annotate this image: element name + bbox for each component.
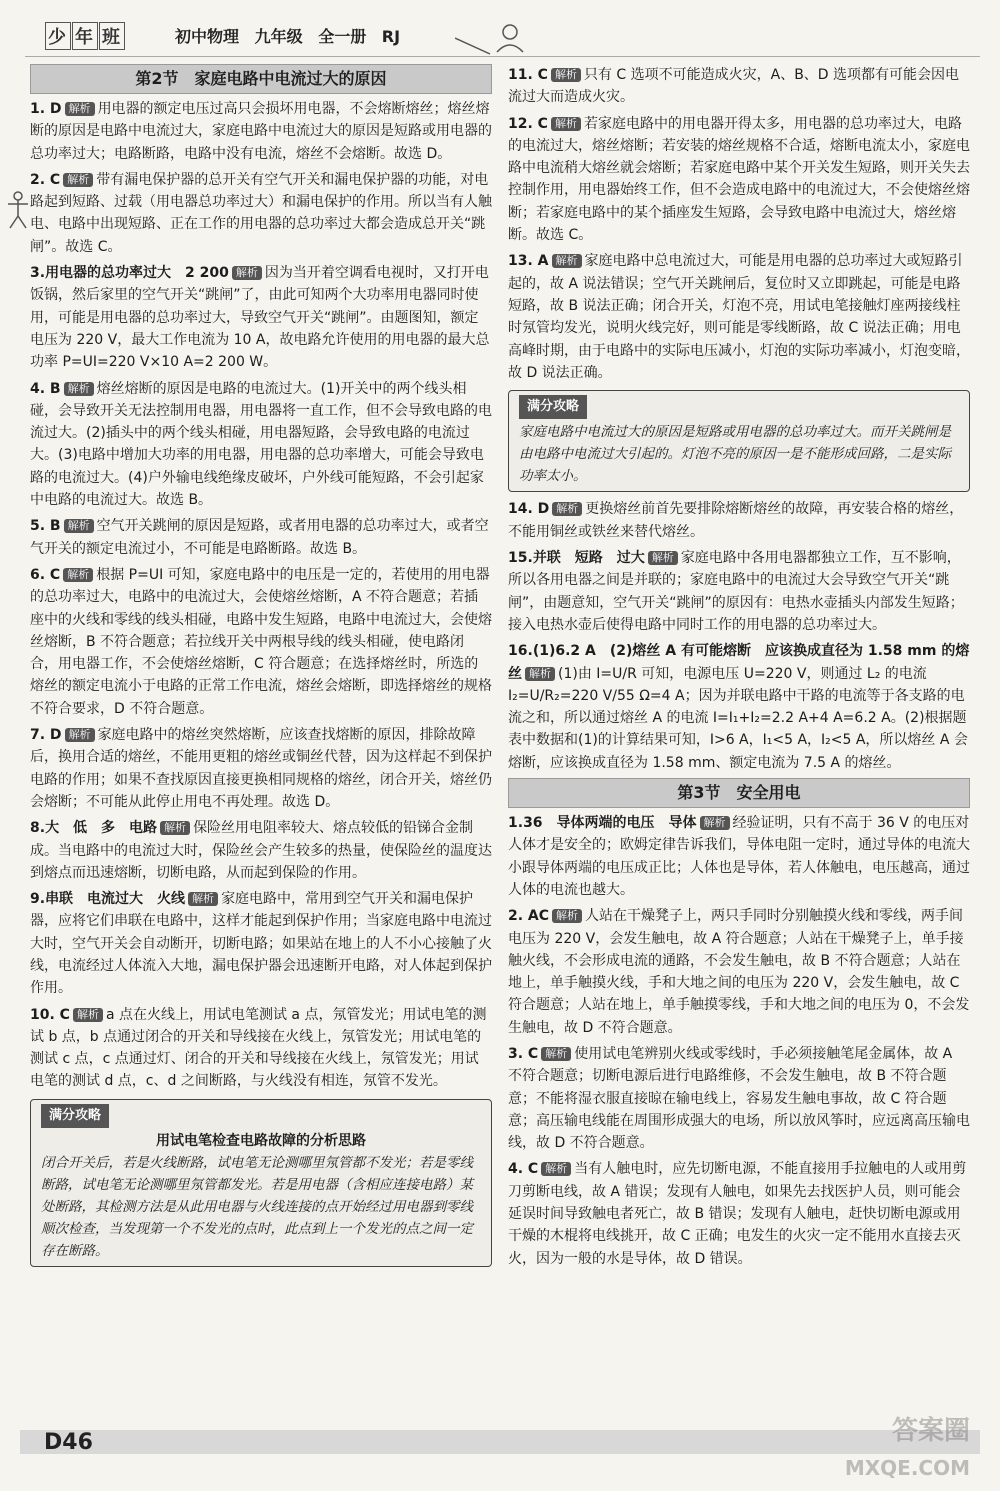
analysis-tag: 解析 (160, 821, 190, 835)
answer-explanation: 家庭电路中总电流过大，可能是用电器的总功率过大或短路引起的，故 A 说法错误；空气开关跳闸后，复位时又立即跳起，可能是电路短路，故 B 说法正确；闭合开关，灯泡不亮，用试电笔接触灯座两接线柱时氖管均发光，说明火线完好，则可能是零线断路，故 C 说法正确；用电高峰时期，由于电路中的实际电压减小，灯泡的实际功率减小，灯泡变暗，故 D 说法正确。 (508, 253, 970, 381)
answer-item (508, 113, 970, 247)
answer-number: 9. (30, 891, 46, 908)
answer-explanation: 经验证明，只有不高于 36 V 的电压对人体才是安全的；欧姆定律告诉我们，导体电阻一定时，通过导体的电流大小跟导体两端的电压成正比；人体也是导体，若人体触电，电压越高，通过人体的电流也越大。 (508, 815, 970, 898)
reading-figure-icon (455, 18, 545, 58)
answer-item (30, 169, 492, 258)
analysis-tag: 解析 (551, 68, 581, 82)
answer-number: 14. D (508, 501, 550, 518)
answer-explanation: 人站在干燥凳子上，两只手同时分别触摸火线和零线，两手间电压为 220 V，会发生触电，故 A 符合题意；人站在干燥凳子上，单手接触火线，不会形成电流的通路，不会发生触电，故 B 不符合题意；人站在地上，单手触摸火线，手和大地之间的电压为 220 V，会发生触电，故 C 符合题意；人站在地上，单手触摸零线，手和大地之间的电压为 0，不会发生触电，故 D 不符合题意。 (508, 908, 970, 1036)
answer-item (508, 1158, 970, 1269)
tip-title: 用试电笔检查电路故障的分析思路 (156, 1133, 366, 1150)
answer-explanation: 只有 C 选项不可能造成火灾，A、B、D 选项都有可能会因电流过大而造成火灾。 (508, 67, 960, 106)
answer-item (508, 250, 970, 384)
logo-char: 班 (99, 22, 125, 50)
answer-number: 8. (30, 820, 46, 837)
tip-label: 满分攻略 (519, 395, 587, 419)
answer-explanation: 带有漏电保护器的总开关有空气开关和漏电保护器的功能，对电路起到短路、过载（用电器总功率过大）和漏电保护的作用。所以当有人触电、电路中出现短路、正在工作的用电器的总功率过大都会造成总开关“跳闸”。故选 C。 (30, 171, 492, 255)
logo-char: 少 (45, 22, 71, 50)
answer-number: 2. AC (508, 908, 550, 925)
answer-key: 36 导体两端的电压 导体 (523, 815, 697, 832)
answer-explanation: 保险丝用电阻率较大、熔点较低的铅锑合金制成。当电路中的电流过大时，保险丝会产生较多的热量，使保险丝的温度达到熔点而迅速熔断，切断电路，从而起到保险的作用。 (30, 820, 492, 881)
analysis-tag: 解析 (63, 568, 93, 582)
page-number: D46 (44, 1430, 93, 1455)
answer-item (30, 817, 492, 884)
tip-body: 闭合开关后，若是火线断路，试电笔无论测哪里氖管都不发光；若是零线断路，试电笔无论测哪里氖管都发光。若是用电器（含相应连接电路）某处断路，其检测方法是从此用电器与火线连接的点开始经过用电器到零线顺次检查，当发现第一个不发光的点时，此点到上一个发光的点之间一定存在断路。 (41, 1155, 473, 1260)
answer-explanation: 熔丝熔断的原因是电路的电流过大。(1)开关中的两个线头相碰，会导致开关无法控制用电器，用电器将一直工作，但不会导致电路的电流过大。(2)插头中的两个线头相碰，用电器短路，会导致电路的电流过大。(3)电路中增加大功率的用电器，用电器的总功率增大，可能会导致电路的电流过大。(4)户外输电线绝缘皮破坏，户外线可能短路，不会引起家中电路的电流过大。故选 B。 (30, 380, 492, 509)
answer-item (30, 888, 492, 999)
answer-number: 13. A (508, 253, 549, 270)
volume: 全一册 (318, 27, 367, 46)
tip-box (30, 1099, 492, 1268)
answer-number: 1. D (30, 101, 62, 117)
tip-box (508, 390, 970, 492)
answer-number: 2. C (30, 171, 61, 188)
answer-number: 3. (30, 265, 46, 282)
answer-item (30, 98, 492, 165)
answer-item (508, 498, 970, 543)
answer-number: 7. D (30, 727, 62, 744)
analysis-tag: 解析 (73, 1008, 103, 1022)
analysis-tag: 解析 (552, 254, 582, 268)
answer-item (508, 640, 970, 774)
page-header (25, 18, 980, 58)
answer-explanation: 空气开关跳闸的原因是短路，或者用电器的总功率过大，或者空气开关的额定电流过小，不可能是电路断路。故选 B。 (30, 518, 489, 557)
answer-key: (1)6.2 A (2)熔丝 A 有可能熔断 应该换成直径为 1.58 mm 的熔丝 (508, 643, 970, 682)
answer-explanation: 根据 P=UI 可知，家庭电路中的电压是一定的，若使用的用电器的总功率过大，电路中的电流过大，会使熔丝熔断，A 不符合题意；若插座中的火线和零线的线头相碰，电路中发生短路，电路中电流过大，会使熔丝熔断，B 不符合题意；若拉线开关中两根导线的线头相碰，使电路闭合，用电器工作，不会使熔丝熔断，C 符合题意；在选择熔丝时，所选的熔丝的额定电流小于电路的正常工作电流，熔丝会熔断，即选择熔丝的规格不符合要求，D 不符合题意。 (30, 566, 492, 717)
watermark: 答案圈 (891, 1416, 970, 1446)
tip-body: 家庭电路中电流过大的原因是短路或用电器的总功率过大。而开关跳闸是由电路中电流过大引起的。灯泡不亮的原因一是不能形成回路，二是实际功率太小。 (519, 424, 951, 485)
analysis-tag: 解析 (700, 816, 730, 830)
answer-item (30, 1004, 492, 1093)
answer-number: 15. (508, 550, 533, 567)
answer-number: 3. C (508, 1045, 539, 1062)
answer-number: 6. C (30, 566, 61, 583)
analysis-tag: 解析 (525, 667, 555, 681)
answer-explanation: 因为当开着空调看电视时，又打开电饭锅，然后家里的空气开关“跳闸”了，由此可知两个大功率用电器同时使用，可能是用电器的总功率过大，导致空气开关“跳闸”。由题图知，额定电压为 220 V，最大工作电流为 10 A，故电路允许使用的用电器的最大总功率 P=UI=220 V×10 A=2 200 W。 (30, 265, 490, 371)
section-title: 第3节 安全用电 (508, 778, 970, 808)
answer-key: 用电器的总功率过大 2 200 (45, 265, 229, 282)
answer-number: 10. C (30, 1006, 70, 1023)
subject: 初中物理 (175, 27, 240, 46)
answer-item (508, 547, 970, 636)
analysis-tag: 解析 (648, 551, 678, 565)
answer-explanation: 家庭电路中各用电器都独立工作，互不影响，所以各用电器之间是并联的；家庭电路中的电流过大会导致空气开关“跳闸”，由题意知，空气开关“跳闸”的原因有：电热水壶插头内部发生短路；接入电热水壶后使得电路中同时工作的用电器的总功率过大。 (508, 550, 964, 633)
answer-item (30, 564, 492, 720)
answer-explanation: 当有人触电时，应先切断电源，不能直接用手拉触电的人或用剪刀剪断电线，故 A 错误；发现有人触电，如果先去找医护人员，则可能会延误时间导致触电者死亡，故 B 错误；发现有人触电，赶快切断电源或用干燥的木棍将电线挑开，故 C 正确；电发生的火灾一定不能用水直接去灭火，因为一般的水是导体，故 D 错误。 (508, 1161, 967, 1267)
answer-number: 16. (508, 643, 533, 660)
analysis-tag: 解析 (65, 102, 95, 116)
answer-explanation: 家庭电路中，常用到空气开关和漏电保护器，应将它们串联在电路中，这样才能起到保护作用；当家庭电路中电流过大时，空气开关会自动断开，切断电路；如果站在地上的人不小心接触了火线，电流经过人体流入大地，漏电保护器会迅速断开电路，对人体起到保护作用。 (30, 891, 492, 997)
answer-item (30, 262, 492, 373)
answer-explanation: (1)由 I=U/R 可知，电源电压 U=220 V，则通过 L₂ 的电流 I₂=U/R₂=220 V/55 Ω=4 A；因为并联电路中干路的电流等于各支路的电流之和，所以通过熔丝 A 的电流 I=I₁+I₂=2.2 A+4 A=6.2 A。(2)根据题表中数据和(1)的计算结果可知，I>6 A，I₁<5 A，I₂<5 A，所以熔丝 A 会熔断，应该换成直径为 1.58 mm、额定电流为 7.5 A 的熔丝。 (508, 665, 968, 771)
analysis-tag: 解析 (551, 117, 581, 131)
answer-explanation: 用电器的额定电压过高只会损坏用电器，不会熔断熔丝；熔丝熔断的原因是电路中电流过大，家庭电路中电流过大的原因是短路或用电器的总功率过大；电路断路，电路中没有电流，熔丝不会熔断。故选 D。 (30, 101, 492, 162)
footer-bar (20, 1430, 980, 1454)
stick-figure-icon (3, 190, 33, 230)
watermark-url: MXQE.COM (844, 1456, 970, 1480)
analysis-tag: 解析 (63, 173, 93, 187)
answer-item (508, 64, 970, 109)
answer-number: 1. (508, 815, 524, 832)
answer-number: 4. C (508, 1161, 539, 1178)
answer-key: 大 低 多 电路 (45, 820, 158, 837)
answer-item (30, 378, 492, 512)
right-column (508, 64, 970, 1274)
answer-number: 5. B (30, 518, 61, 535)
answer-item (508, 1043, 970, 1154)
answer-item (508, 812, 970, 901)
answer-item (508, 905, 970, 1039)
analysis-tag: 解析 (541, 1047, 571, 1061)
analysis-tag: 解析 (64, 382, 94, 396)
grade: 九年级 (254, 27, 303, 46)
analysis-tag: 解析 (232, 266, 262, 280)
analysis-tag: 解析 (541, 1162, 571, 1176)
logo-char: 年 (72, 22, 98, 50)
answer-number: 4. B (30, 380, 61, 397)
left-column (30, 64, 492, 1273)
analysis-tag: 解析 (64, 519, 94, 533)
analysis-tag: 解析 (552, 502, 582, 516)
section-title: 第2节 家庭电路中电流过大的原因 (30, 64, 492, 94)
book-info (175, 24, 400, 47)
answer-explanation: 若家庭电路中的用电器开得太多，用电器的总功率过大，电路的电流过大，熔丝熔断；若安装的熔丝规格不合适，熔断电流太小，家庭电路中电流稍大熔丝就会熔断；若家庭电路中某个开关发生短路，则开关失去控制作用，用电器始终工作，但不会造成电路中的电流过大，不会使熔丝熔断；若家庭电路中的某个插座发生短路，会导致电路中电流过大，熔丝熔断。故选 C。 (508, 115, 970, 244)
answer-explanation: 使用试电笔辨别火线或零线时，手必须接触笔尾金属体，故 A 不符合题意；切断电源后进行电路维修，不会发生触电，故 B 不符合题意；不能将湿衣服直接晾在输电线上，容易发生触电事故，故 C 符合题意；高压输电线能在周围形成强大的电场，所以放风筝时，应远离高压输电线，故 D 不符合题意。 (508, 1045, 970, 1152)
analysis-tag: 解析 (552, 909, 582, 923)
edition: RJ (381, 27, 401, 46)
analysis-tag: 解析 (65, 728, 95, 742)
answer-explanation: 家庭电路中的熔丝突然熔断，应该查找熔断的原因，排除故障后，换用合适的熔丝，不能用更粗的熔丝或铜丝代替，因为这样起不到保护电路的作用；如果不查找原因直接更换相同规格的熔丝，闭合开关，熔丝仍会熔断；不可能从此停止用电不再处理。故选 D。 (30, 727, 492, 810)
answer-key: 并联 短路 过大 (532, 550, 645, 567)
answer-item (30, 724, 492, 813)
answer-number: 12. C (508, 115, 548, 132)
tip-label: 满分攻略 (41, 1104, 109, 1128)
answer-key: 串联 电流过大 火线 (45, 891, 186, 908)
answer-item (30, 515, 492, 560)
analysis-tag: 解析 (188, 892, 218, 906)
answer-explanation: 更换熔丝前首先要排除熔断熔丝的故障，再安装合格的熔丝，不能用铜丝或铁丝来替代熔丝。 (508, 501, 964, 540)
brand-logo (45, 22, 126, 50)
answer-explanation: a 点在火线上，用试电笔测试 a 点，氖管发光；用试电笔的测试 b 点，b 点通过闭合的开关和导线接在火线上，氖管发光；用试电笔的测试 c 点，c 点通过灯、闭合的开关和导线接在火线上，氖管发光；用试电笔的测试 d 点，c、d 之间断路，与火线没有相连，氖管不发光。 (30, 1006, 487, 1090)
header-rule (25, 56, 980, 57)
answer-number: 11. C (508, 67, 548, 83)
